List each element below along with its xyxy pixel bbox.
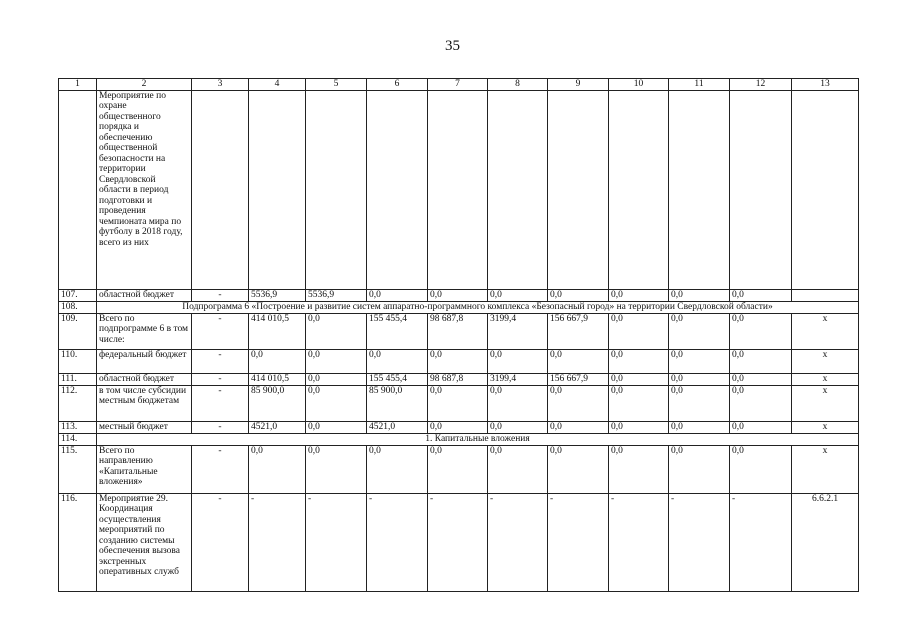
value-cell-c7: 0,0 [428,289,488,301]
row-description-cell: Мероприятие 29. Координация осуществления мероприятий по созданию системы обеспечения вызова экстренных оперативных служб [97,493,192,591]
value-cell-c6: 85 900,0 [367,385,428,421]
value-cell-c6: 4521,0 [367,421,428,433]
table-row [59,301,859,313]
table-row [59,313,859,349]
value-cell-c10: 0,0 [609,373,669,385]
value-cell-c6: 155 455,4 [367,313,428,349]
value-cell-c12: 0,0 [730,385,792,421]
row-description-cell: областной бюджет [97,373,192,385]
row-description-cell: местный бюджет [97,421,192,433]
value-cell-c4: - [249,493,306,591]
value-cell-c4: 85 900,0 [249,385,306,421]
value-cell-c10: 0,0 [609,445,669,493]
value-cell-c12: 0,0 [730,349,792,373]
row-number-cell: 116. [59,493,97,591]
value-cell-c6: 0,0 [367,349,428,373]
table-row [59,493,859,591]
header-cell: 4 [249,79,306,91]
value-cell-c8: 0,0 [488,421,548,433]
value-cell-c13: x [792,421,859,433]
value-cell-c7: 0,0 [428,421,488,433]
value-cell-c11: 0,0 [669,421,730,433]
value-cell-c6: 0,0 [367,445,428,493]
value-cell-c13: x [792,313,859,349]
value-cell-c12: 0,0 [730,373,792,385]
value-cell-c3: - [192,421,249,433]
section-heading-cell: 1. Капитальные вложения [97,433,859,445]
value-cell-c4: 0,0 [249,445,306,493]
value-cell-c11: 0,0 [669,385,730,421]
value-cell-c3: - [192,349,249,373]
value-cell-c11: - [669,493,730,591]
value-cell-c13: 6.6.2.1 [792,493,859,591]
value-cell-c6: - [367,493,428,591]
row-number-cell: 113. [59,421,97,433]
value-cell-c5: - [306,493,367,591]
section-heading-cell: Подпрограмма 6 «Построение и развитие систем аппаратно-программного комплекса «Безопасный город» на территории Свердловской области» [97,301,859,313]
table-row [59,349,859,373]
value-cell-c11: 0,0 [669,313,730,349]
value-cell-c12: 0,0 [730,421,792,433]
value-cell-c8: 3199,4 [488,313,548,349]
row-number-cell: 109. [59,313,97,349]
value-cell-c3: - [192,385,249,421]
row-description-cell: Всего по подпрограмме 6 в том числе: [97,313,192,349]
table-row [59,421,859,433]
value-cell-c13: x [792,349,859,373]
value-cell-c6: 0,0 [367,289,428,301]
row-number-cell: 115. [59,445,97,493]
table-row [59,445,859,493]
value-cell-c3: - [192,313,249,349]
header-cell: 10 [609,79,669,91]
value-cell-c8: 0,0 [488,385,548,421]
row-number-cell [59,90,97,289]
table-row [59,373,859,385]
row-number-cell: 111. [59,373,97,385]
page-number: 35 [445,38,460,54]
value-cell-c5: 0,0 [306,445,367,493]
row-number-cell: 114. [59,433,97,445]
value-cell-c11: 0,0 [669,373,730,385]
row-description-cell: Всего по направлению «Капитальные вложения» [97,445,192,493]
value-cell-c9: - [548,493,609,591]
header-cell: 3 [192,79,249,91]
value-cell-c7: 98 687,8 [428,313,488,349]
value-cell-c12: 0,0 [730,289,792,301]
value-cell-c7: 98 687,8 [428,373,488,385]
value-cell-c12: 0,0 [730,445,792,493]
value-cell-c13: x [792,373,859,385]
table-row [59,289,859,301]
value-cell-c9: 0,0 [548,421,609,433]
value-cell-c9: 0,0 [548,445,609,493]
value-cell-c12: 0,0 [730,313,792,349]
value-cell-c9: 0,0 [548,289,609,301]
value-cell-c13: x [792,385,859,421]
value-cell-c5: 0,0 [306,373,367,385]
header-cell: 7 [428,79,488,91]
value-cell-c7: 0,0 [428,445,488,493]
value-cell-c8: 0,0 [488,445,548,493]
value-cell-c10: 0,0 [609,289,669,301]
value-cell-c4: 414 010,5 [249,313,306,349]
value-cell-c13 [792,289,859,301]
value-cell-c11: 0,0 [669,445,730,493]
header-cell: 2 [97,79,192,91]
row-number-cell: 110. [59,349,97,373]
value-cell-c9: 0,0 [548,385,609,421]
value-cell-c10: 0,0 [609,421,669,433]
value-cell-c8: 0,0 [488,289,548,301]
value-cell-c7: 0,0 [428,385,488,421]
row-number-cell: 107. [59,289,97,301]
value-cell-c5: 0,0 [306,385,367,421]
value-cell-c5: 0,0 [306,349,367,373]
row-number-cell: 112. [59,385,97,421]
value-cell-c5: 0,0 [306,421,367,433]
value-cell-c5: 5536,9 [306,289,367,301]
value-cell-c12: - [730,493,792,591]
value-cell-c8: 3199,4 [488,373,548,385]
budget-table [58,78,859,592]
value-cell-c4: 414 010,5 [249,373,306,385]
value-cell-c10: 0,0 [609,385,669,421]
header-cell: 12 [730,79,792,91]
value-cell-c4: 5536,9 [249,289,306,301]
value-cell-c9: 156 667,9 [548,373,609,385]
value-cell-c9: 156 667,9 [548,313,609,349]
header-cell: 1 [59,79,97,91]
table-row [59,433,859,445]
value-cell-c3: - [192,445,249,493]
value-cell-c3: - [192,289,249,301]
value-cell-c8: 0,0 [488,349,548,373]
row-number-cell: 108. [59,301,97,313]
row-description-cell: областной бюджет [97,289,192,301]
value-cell-c11: 0,0 [669,289,730,301]
value-cell-c13: x [792,445,859,493]
value-cell-c3: - [192,493,249,591]
table-header-row [59,79,859,91]
header-cell: 13 [792,79,859,91]
value-cell-c11: 0,0 [669,349,730,373]
row-description-cell: Мероприятие по охране общественного порядка и обеспечению общественной безопасности на территории Свердловской области в период подготовки и проведения чемпионата мира по футболу в 2018 году, всего из них [97,90,192,289]
value-cell-c7: - [428,493,488,591]
value-cell-c4: 0,0 [249,349,306,373]
value-cell-c4: 4521,0 [249,421,306,433]
value-cell-c6: 155 455,4 [367,373,428,385]
value-cell-c7: 0,0 [428,349,488,373]
value-cell-c3: - [192,373,249,385]
value-cell-c10: 0,0 [609,313,669,349]
row-description-cell: в том числе субсидии местным бюджетам [97,385,192,421]
value-cell-c9: 0,0 [548,349,609,373]
header-cell: 6 [367,79,428,91]
header-cell: 11 [669,79,730,91]
value-cell-c10: - [609,493,669,591]
row-description-cell: федеральный бюджет [97,349,192,373]
value-cell-c5: 0,0 [306,313,367,349]
value-cell-c8: - [488,493,548,591]
header-cell: 9 [548,79,609,91]
table-row [59,385,859,421]
value-cell-c10: 0,0 [609,349,669,373]
header-cell: 8 [488,79,548,91]
table-row-intro [59,90,859,289]
header-cell: 5 [306,79,367,91]
